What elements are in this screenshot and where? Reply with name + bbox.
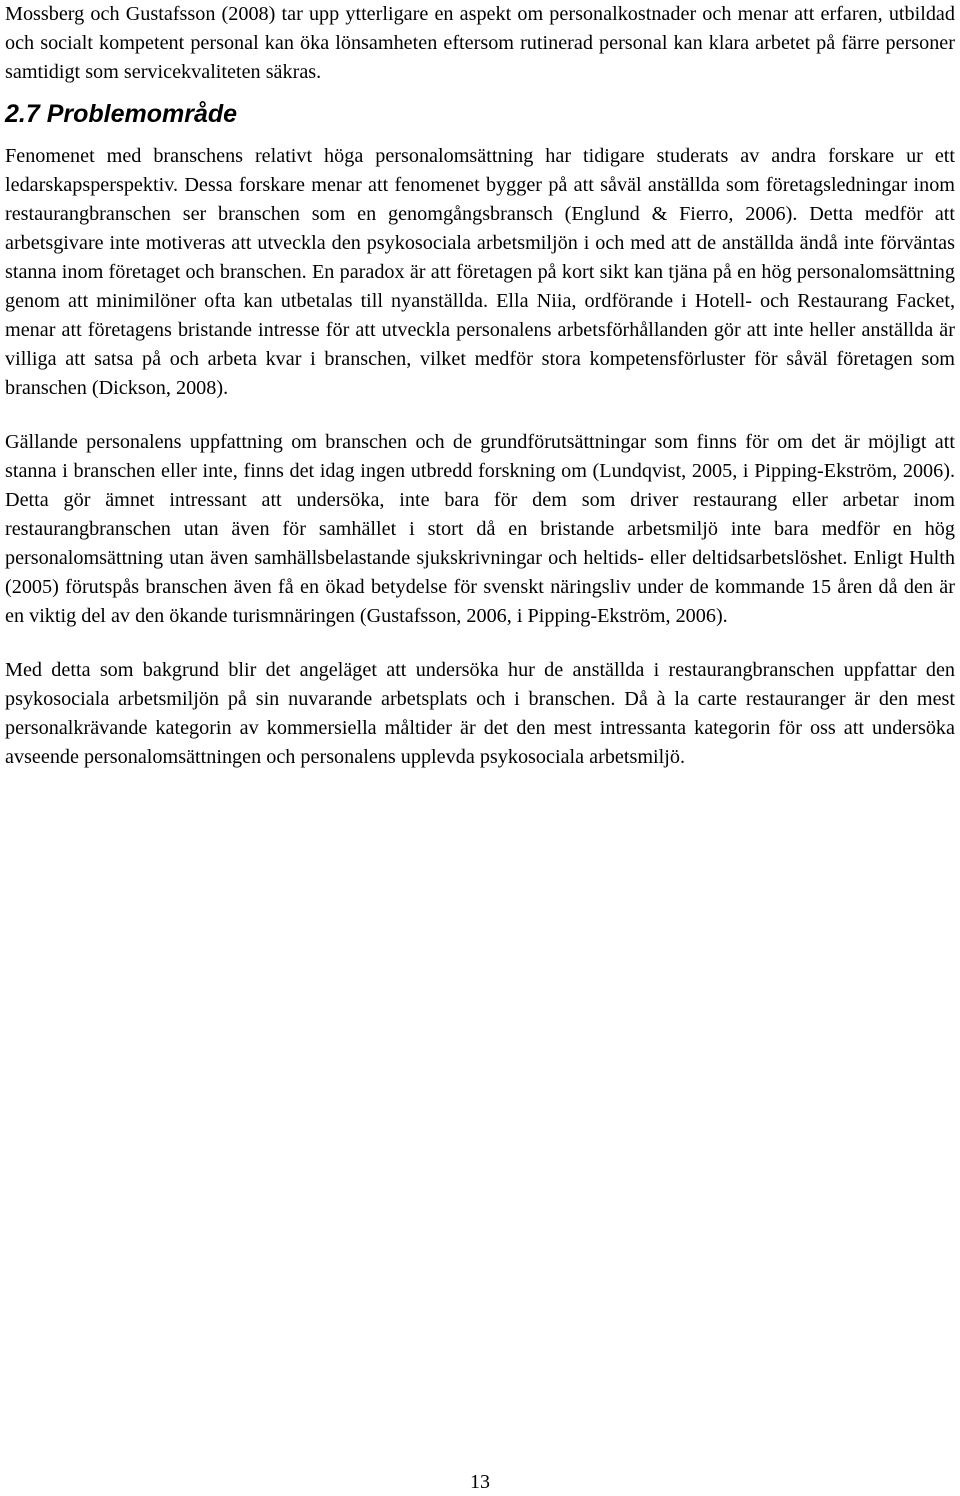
document-page (5, 0, 955, 772)
page-number: 13 (470, 1471, 490, 1493)
paragraph-intro: Mossberg och Gustafsson (2008) tar upp ytterligare en aspekt om personalkostnader och menar att erfaren, utbildad och socialt kompetent personal kan öka lönsamheten eftersom rutinerad personal kan klara arbetet på färre personer samtidigt som servicekvaliteten säkras. (5, 3, 955, 83)
paragraph-problem: Fenomenet med branschens relativt höga personalomsättning har tidigare studerats av andra forskare ur ett ledarskapsperspektiv. Dessa forskare menar att fenomenet bygger på att såväl anställda som företagsledningar inom restaurangbranschen ser branschen som en genomgångsbransch (Englund & Fierro, 2006). Detta medför att arbetsgivare inte motiveras att utveckla den psykosociala arbetsmiljön i och med att de anställda ändå inte förväntas stanna inom företaget och branschen. En paradox är att företagen på kort sikt kan tjäna på en hög personalomsättning genom att minimilöner ofta kan utbetalas till nyanställda. Ella Niia, ordförande i Hotell- och Restaurang Facket, menar att företagens bristande intresse för att utveckla personalens arbetsförhållanden gör att inte heller anställda är villiga att satsa på och arbeta kvar i branschen, vilket medför stora kompetensförluster för såväl företagen som branschen (Dickson, 2008). (5, 145, 955, 399)
paragraph-aim: Med detta som bakgrund blir det angeläget att undersöka hur de anställda i restaurangbranschen uppfattar den psykosociala arbetsmiljön på sin nuvarande arbetsplats och i branschen. Då à la carte restauranger är den mest personalkrävande kategorin av kommersiella måltider är det den mest intressanta kategorin för oss att undersöka avseende personalomsättningen och personalens upplevda psykosociala arbetsmiljö. (5, 659, 955, 768)
paragraph-research: Gällande personalens uppfattning om branschen och de grundförutsättningar som finns för om det är möjligt att stanna i branschen eller inte, finns det idag ingen utbredd forskning om (Lundqvist, 2005, i Pipping-Ekström, 2006). Detta gör ämnet intressant att undersöka, inte bara för dem som driver restaurang eller arbetar inom restaurangbranschen utan även för samhället i stort då en bristande arbetsmiljö inte bara medför en hög personalomsättning utan även samhällsbelastande sjukskrivningar och heltids- eller deltidsarbetslöshet. Enligt Hulth (2005) förutspås branschen även få en ökad betydelse för svenskt näringsliv under de kommande 15 åren då den är en viktig del av den ökande turismnäringen (Gustafsson, 2006, i Pipping-Ekström, 2006). (5, 431, 955, 627)
section-heading: 2.7 Problemområde (5, 100, 238, 128)
